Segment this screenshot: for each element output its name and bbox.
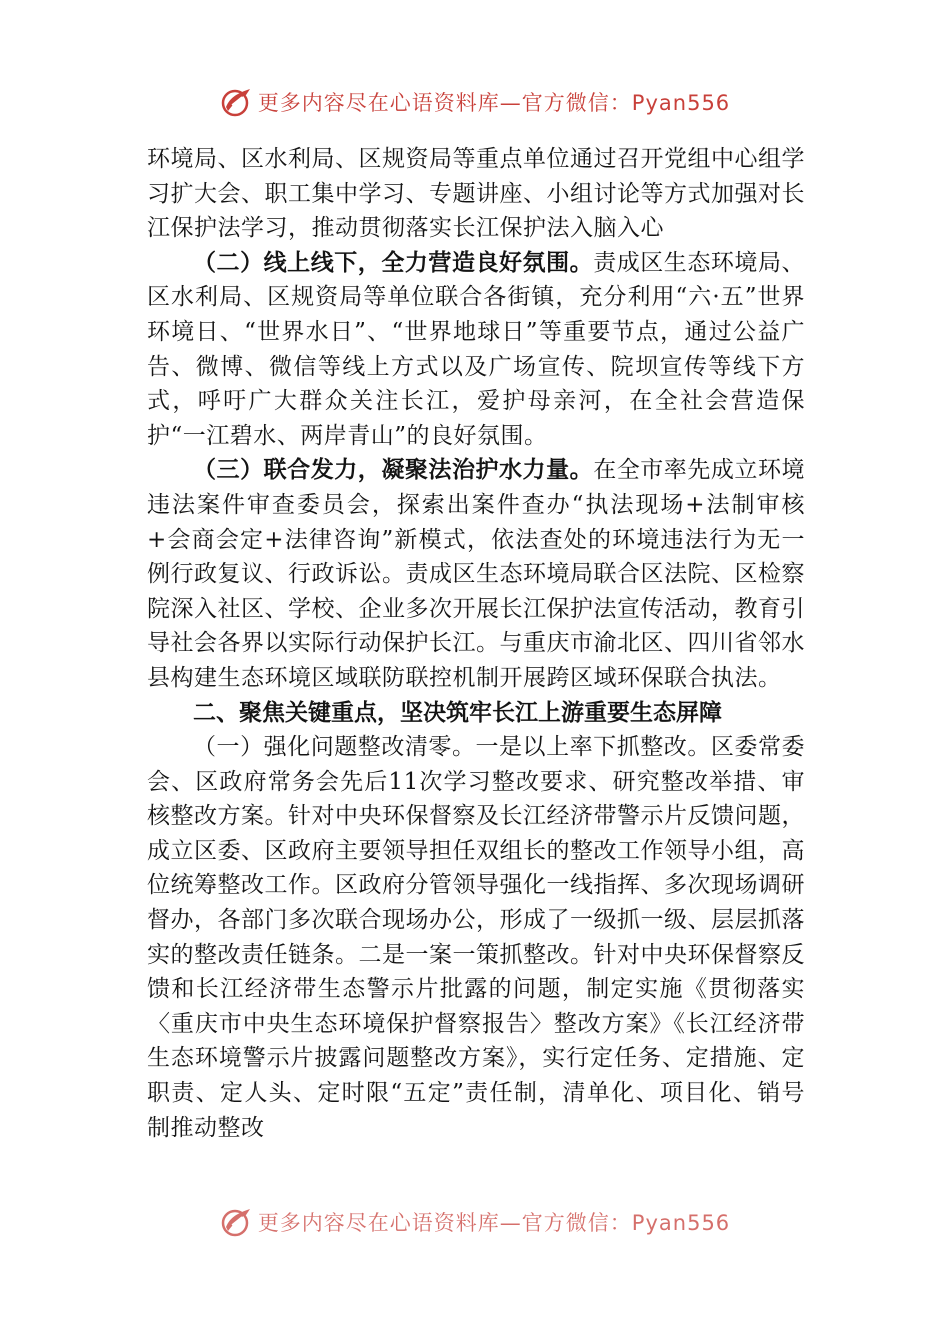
paragraph-section-1-2 bbox=[147, 246, 805, 454]
paragraph-lead: （二）线上线下，全力营造良好氛围。 bbox=[193, 248, 594, 276]
section-heading: 二、聚焦关键重点，坚决筑牢长江上游重要生态屏障 bbox=[193, 698, 722, 726]
paragraph-section-2-1: （一）强化问题整改清零。一是以上率下抓整改。区委常委会、区政府常务会先后11次学习整改要求、研究整改举措、审核整改方案。针对中央环保督察及长江经济带警示片反馈问题，成立区委、区政府主要领导担任双组长的整改工作领导小组，高位统筹整改工作。区政府分管领导强化一线指挥、多次现场调研督办，各部门多次联合现场办公，形成了一级抓一级、层层抓落实的整改责任链条。二是一案一策抓整改。针对中央环保督察反馈和长江经济带生态警示片批露的问题，制定实施《贯彻落实〈重庆市中央生态环境保护督察报告〉整改方案》《长江经济带生态环境警示片披露问题整改方案》，实行定任务、定措施、定职责、定人头、定时限“五定”责任制，清单化、项目化、销号制推动整改 bbox=[147, 734, 805, 1141]
paragraph-text: 责成区生态环境局、区水利局、区规资局等单位联合各街镇，充分利用“六·五”世界环境日、“世界水日”、“世界地球日”等重要节点，通过公益广告、微博、微信等线上方式以及广场宣传、院坝宣传等线下方式，呼吁广大群众关注长江，爱护母亲河，在全社会营造保护“一江碧水、两岸青山”的良好氛围。 bbox=[147, 249, 806, 449]
pen-logo-icon bbox=[220, 85, 254, 119]
paragraph-section-1-3 bbox=[147, 453, 805, 695]
watermark-banner-top bbox=[0, 80, 950, 124]
paragraph-text: 在全市率先成立环境违法案件审查委员会，探索出案件查办“执法现场+法制审核+会商会定+法律咨询”新模式，依法查处的环境违法行为无一例行政复议、行政诉讼。责成区生态环境局联合区法院、区检察院深入社区、学校、企业多次开展长江保护法宣传活动，教育引导社会各界以实际行动保护长江。与重庆市渝北区、四川省邻水县构建生态环境区域联防联控机制开展跨区域环保联合执法。 bbox=[147, 457, 806, 691]
document-body bbox=[147, 142, 805, 1145]
paragraph-text: 环境局、区水利局、区规资局等重点单位通过召开党组中心组学习扩大会、职工集中学习、专题讲座、小组讨论等方式加强对长江保护法学习，推动贯彻落实长江保护法入脑入心 bbox=[147, 146, 805, 242]
paragraph-lead: （三）联合发力，凝聚法治护水力量。 bbox=[193, 456, 594, 484]
watermark-banner-bottom bbox=[0, 1200, 950, 1244]
paragraph-continuation bbox=[147, 142, 805, 246]
pen-logo-icon bbox=[220, 1205, 254, 1239]
watermark-text: 更多内容尽在心语资料库—官方微信：Pyan556 bbox=[257, 1211, 731, 1235]
watermark-text: 更多内容尽在心语资料库—官方微信：Pyan556 bbox=[257, 91, 731, 115]
